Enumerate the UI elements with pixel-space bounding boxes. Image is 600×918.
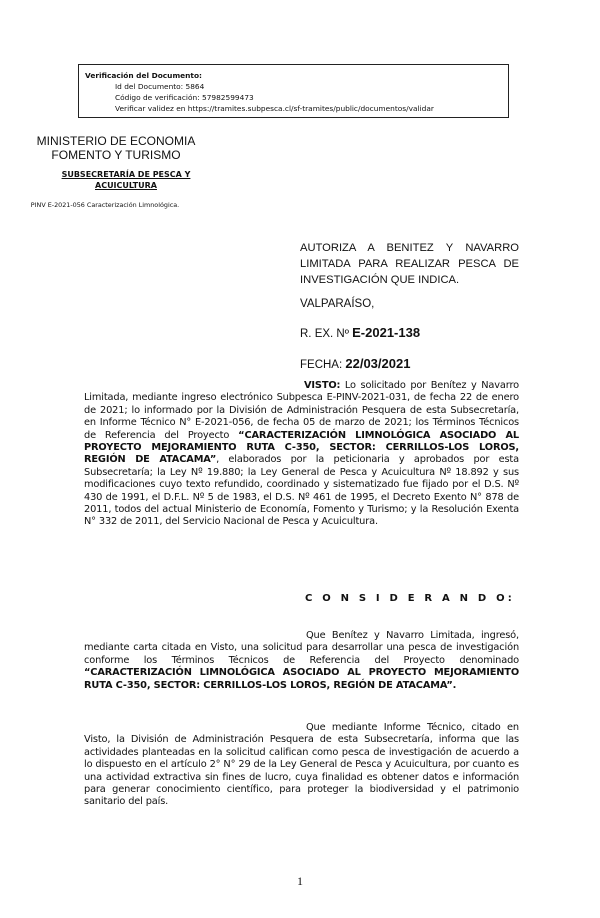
visto-text-2: , elaborados por la peticionaria y aprobados por esta Subsecretaría; la Ley Nº 19.880; la Ley General de Pesca y Acuicultura Nº 18.892 y sus modificaciones cuyo texto refundido, coordinado y sistematizado fue fijado por el D.S. Nº 430 de 1991, el D.F.L. Nº 5 de 1983, el D.S. Nº 461 de 1995, el Decreto Exento N° 878 de 2011, todos del actual Ministerio de Economía, Fomento y Turismo; y la Resolución Exenta N° 332 de 2011, del Servicio Nacional de Pesca y Acuicultura. <box>84 454 519 528</box>
verification-title: Verificación del Documento: <box>85 71 202 80</box>
date-value: 22/03/2021 <box>345 356 411 371</box>
visto-label: VISTO: <box>304 380 341 391</box>
title-line-3: INVESTIGACIÓN QUE INDICA. <box>300 274 460 286</box>
verification-box <box>78 64 509 118</box>
ministry-line-1: MINISTERIO DE ECONOMIA <box>36 134 196 148</box>
visto-paragraph <box>84 380 519 529</box>
verification-link[interactable]: • Verificar validez en https://tramites.subpesca.cl/sf-tramites/public/documentos/validar <box>115 103 502 114</box>
page-number: 1 <box>297 874 303 888</box>
verification-id: • Id del Documento: 5864 <box>115 81 502 92</box>
verification-code: • Código de verificación: 57982599473 <box>115 92 502 103</box>
title-line-1: AUTORIZA A BENITEZ Y NAVARRO <box>300 242 519 254</box>
resolution-label: R. EX. Nº <box>300 328 349 340</box>
considerando-heading: C O N S I D E R A N D O: <box>305 593 515 604</box>
visto-project: “CARACTERIZACIÓN LIMNOLÓGICA ASOCIADO AL PROYECTO MEJORAMIENTO RUTA C-350, SECTOR: CERRILLOS-LOS LOROS, REGIÓN DE ATACAMA” <box>84 429 519 466</box>
ministry-header <box>36 134 196 162</box>
document-reference: PINV E-2021-056 Caracterización Limnológica. <box>30 201 180 209</box>
date-label: FECHA: <box>300 359 343 371</box>
verification-list <box>85 81 502 114</box>
subsecretaria-label: SUBSECRETARÍA DE PESCA Y ACUICULTURA <box>61 170 191 190</box>
considerando-1-project: “CARACTERIZACIÓN LIMNOLÓGICA ASOCIADO AL PROYECTO MEJORAMIENTO RUTA C-350, SECTOR: CERRILLOS-LOS LOROS, REGIÓN DE ATACAMA”. <box>84 667 519 691</box>
resolution-date <box>300 356 410 371</box>
considerando-paragraph-1 <box>84 630 519 692</box>
resolution-title <box>300 240 519 288</box>
visto-text-1: Lo solicitado por Benítez y Navarro Limitada, mediante ingreso electrónico Subpesca E-PINV-2021-031, de fecha 22 de enero de 2021; lo informado por la División de Administración Pesquera de esta Subsecretaría, en Informe Técnico N° E-2021-056, de fecha 05 de marzo de 2021; los Términos Técnicos de Referencia del Proyecto <box>84 380 519 441</box>
ministry-line-2: FOMENTO Y TURISMO <box>51 148 181 162</box>
considerando-paragraph-2: Que mediante Informe Técnico, citado en Visto, la División de Administración Pesquera de esta Subsecretaría, informa que las actividades planteadas en la solicitud califican como pesca de investigación de acuerdo a lo dispuesto en el artículo 2° N° 29 de la Ley General de Pesca y Acuicultura, por cuanto es una actividad extractiva sin fines de lucro, cuya finalidad es obtener datos e información para generar conocimiento científico, para proteger la biodiversidad y el patrimonio sanitario del país. <box>84 722 519 808</box>
place-label: VALPARAÍSO, <box>300 298 375 310</box>
resolution-value: E-2021-138 <box>352 325 421 340</box>
resolution-number <box>300 325 420 340</box>
considerando-1-text: Que Benítez y Navarro Limitada, ingresó, mediante carta citada en Visto, una solicitud para desarrollar una pesca de investigación conforme los Términos Técnicos de Referencia del Proyecto denominado <box>84 630 519 666</box>
title-line-2: LIMITADA PARA REALIZAR PESCA DE <box>300 258 519 270</box>
